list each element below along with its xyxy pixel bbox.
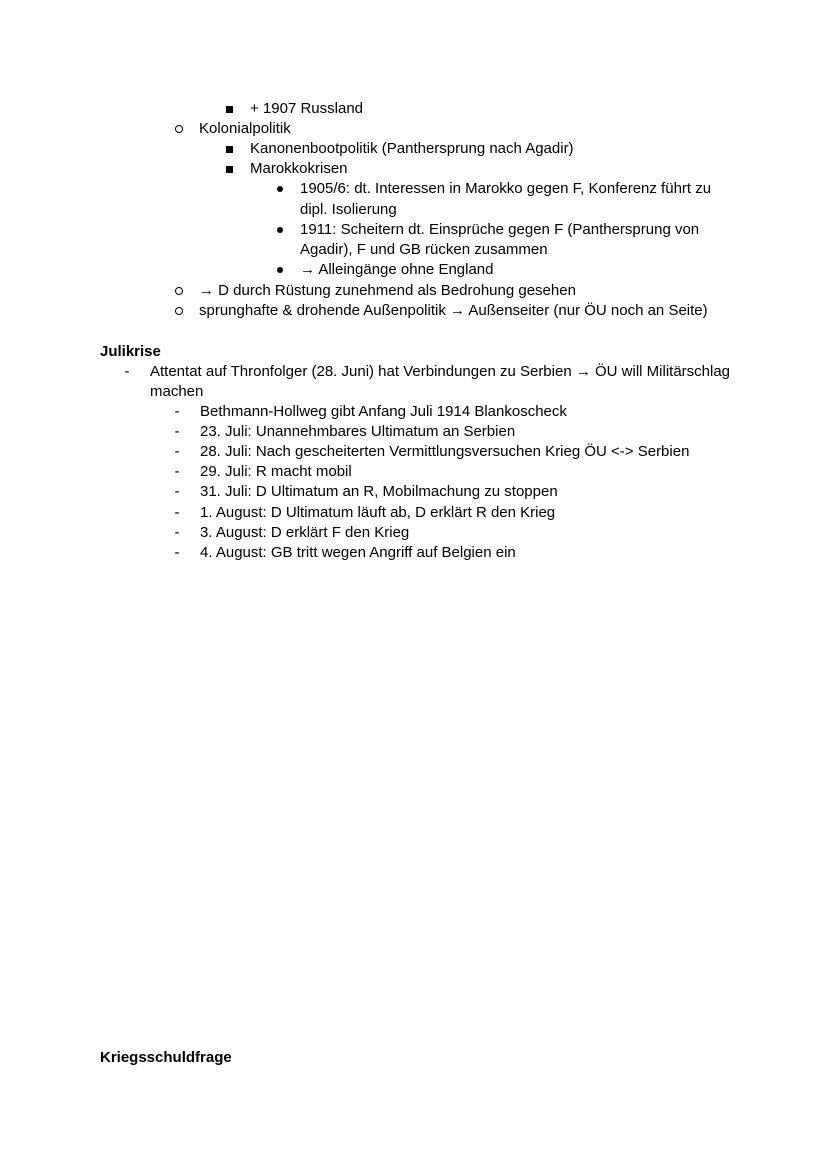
dash-bullet-icon: - [174,483,180,500]
event-item: 29. Juli: R macht mobil [200,463,352,480]
circle-bullet-icon [175,307,183,315]
event-item: 31. Juli: D Ultimatum an R, Mobilmachung zu stoppen [200,483,558,500]
list-item-kanonenboot: Kanonenbootpolitik (Panthersprung nach Agadir) [250,140,574,157]
event-item: 28. Juli: Nach gescheiterten Vermittlungsversuchen Krieg ÖU <-> Serbien [200,443,690,460]
dash-bullet-icon: - [174,524,180,541]
circle-bullet-icon [175,287,183,295]
dash-bullet-icon: - [124,363,130,380]
event-item: 4. August: GB tritt wegen Angriff auf Belgien ein [200,544,516,561]
list-item-marokkokrisen: Marokkokrisen [250,160,348,177]
list-item-1905-cont: dipl. Isolierung [300,201,397,218]
list-item-attentat-cont: machen [150,383,204,400]
dash-bullet-icon: - [174,504,180,521]
dot-bullet-icon [277,267,283,273]
list-item-aussenpolitik: sprunghafte & drohende Außenpolitik → Außenseiter (nur ÖU noch an Seite) [199,302,708,319]
list-item-russland: + 1907 Russland [250,100,363,117]
list-item-kolonialpolitik: Kolonialpolitik [199,120,291,137]
list-item-1911: 1911: Scheitern dt. Einsprüche gegen F (Panthersprung von [300,221,700,238]
dash-bullet-icon: - [174,423,180,440]
square-bullet-icon [226,166,233,173]
dot-bullet-icon [277,227,283,233]
list-item-alleingaenge: → Alleingänge ohne England [300,261,494,278]
event-item: 3. August: D erklärt F den Krieg [200,524,410,541]
event-item: 23. Juli: Unannehmbares Ultimatum an Serbien [200,423,516,440]
square-bullet-icon [226,106,233,113]
event-item: 1. August: D Ultimatum läuft ab, D erklärt R den Krieg [200,504,556,521]
list-item-attentat: Attentat auf Thronfolger (28. Juni) hat Verbindungen zu Serbien → ÖU will Militärschlag [150,363,731,380]
dash-bullet-icon: - [174,443,180,460]
list-item-1905: 1905/6: dt. Interessen in Marokko gegen F, Konferenz führt zu [300,180,712,197]
event-item: Bethmann-Hollweg gibt Anfang Juli 1914 Blankoscheck [200,403,567,420]
dash-bullet-icon: - [174,463,180,480]
list-item-1911-cont: Agadir), F und GB rücken zusammen [300,241,548,258]
heading-kriegsschuldfrage: Kriegsschuldfrage [100,1049,232,1066]
dash-bullet-icon: - [174,403,180,420]
circle-bullet-icon [175,125,183,133]
heading-julikrise: Julikrise [100,343,161,360]
list-item-ruestung: → D durch Rüstung zunehmend als Bedrohung gesehen [199,282,576,299]
square-bullet-icon [226,146,233,153]
dot-bullet-icon [277,186,283,192]
dash-bullet-icon: - [174,544,180,561]
